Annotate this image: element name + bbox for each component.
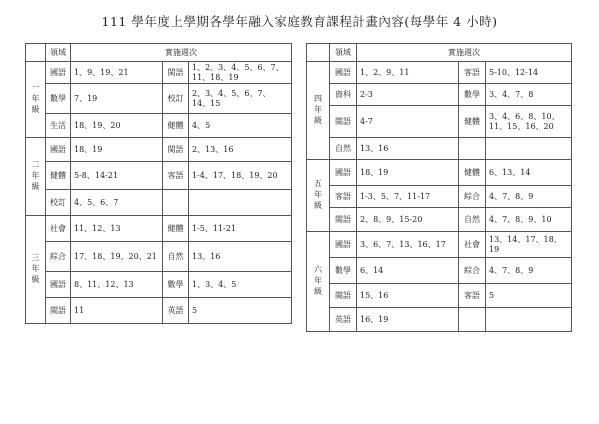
weeks-cell: 6、13、14 xyxy=(486,160,572,186)
subject-cell: 國語 xyxy=(330,62,357,84)
weeks-cell: 3、6、7、13、16、17 xyxy=(357,232,459,258)
weeks-cell: 17、18、19、20、21 xyxy=(71,242,163,272)
grade-3-label: 三 年 級 xyxy=(26,216,46,324)
weeks-cell: 1、3、4、5 xyxy=(189,272,292,298)
subject-cell: 數學 xyxy=(459,84,486,106)
table-row xyxy=(26,242,292,272)
subject-cell: 國語 xyxy=(330,232,357,258)
weeks-cell: 16、19 xyxy=(357,308,459,332)
weeks-cell: 5 xyxy=(486,284,572,308)
subject-cell: 閩語 xyxy=(46,298,71,324)
weeks-cell: 18、19 xyxy=(71,138,163,162)
weeks-cell: 1、2、9、11 xyxy=(357,62,459,84)
table-row xyxy=(26,84,292,114)
subject-cell: 國語 xyxy=(46,62,71,84)
subject-cell: 閩語 xyxy=(163,62,189,84)
grade-4-label: 四 年 級 xyxy=(307,62,330,160)
subject-cell xyxy=(163,190,189,216)
weeks-cell: 4、7、8、9 xyxy=(486,258,572,284)
weeks-cell: 11 xyxy=(71,298,163,324)
subject-cell: 生活 xyxy=(46,114,71,138)
subject-cell: 健體 xyxy=(459,160,486,186)
subject-cell: 健體 xyxy=(163,114,189,138)
page-title: 111 學年度上學期各學年融入家庭教育課程計畫內容(每學年 4 小時) xyxy=(101,14,498,29)
weeks-cell: 1-4、17、18、19、20 xyxy=(189,162,292,190)
weeks-cell: 18、19、20 xyxy=(71,114,163,138)
subject-cell: 社會 xyxy=(46,216,71,242)
table-row xyxy=(307,284,572,308)
subject-cell: 客語 xyxy=(330,186,357,208)
weeks-cell: 2、3、4、5、6、7、14、15 xyxy=(189,84,292,114)
weeks-cell xyxy=(486,138,572,160)
weeks-cell: 5-8、14-21 xyxy=(71,162,163,190)
subject-cell: 客語 xyxy=(163,162,189,190)
subject-cell: 自然 xyxy=(459,208,486,232)
subject-cell: 閩語 xyxy=(330,208,357,232)
table-row xyxy=(26,162,292,190)
subject-cell xyxy=(459,308,486,332)
weeks-cell: 3、4、7、8 xyxy=(486,84,572,106)
table-row xyxy=(307,186,572,208)
subject-cell xyxy=(459,138,486,160)
subject-cell: 客語 xyxy=(459,284,486,308)
table-row xyxy=(26,272,292,298)
weeks-cell: 2、13、16 xyxy=(189,138,292,162)
weeks-cell: 1-3、5、7、11-17 xyxy=(357,186,459,208)
table-row xyxy=(307,160,572,186)
subject-cell: 綜合 xyxy=(459,186,486,208)
grade-6-label: 六 年 級 xyxy=(307,232,330,332)
table-row xyxy=(26,138,292,162)
table-row xyxy=(307,258,572,284)
weeks-cell: 15、16 xyxy=(357,284,459,308)
weeks-cell: 11、12、13 xyxy=(71,216,163,242)
subject-cell: 英語 xyxy=(163,298,189,324)
subject-cell: 校訂 xyxy=(163,84,189,114)
header-weeks: 實施週次 xyxy=(71,44,292,62)
weeks-cell: 5 xyxy=(189,298,292,324)
subject-cell: 校訂 xyxy=(46,190,71,216)
table-row xyxy=(307,208,572,232)
right-schedule-table xyxy=(306,43,572,332)
table-row xyxy=(307,84,572,106)
table-row xyxy=(26,62,292,84)
grade-1-label: 一 年 級 xyxy=(26,62,46,138)
subject-cell: 自然 xyxy=(163,242,189,272)
subject-cell: 數學 xyxy=(330,258,357,284)
subject-cell: 社會 xyxy=(459,232,486,258)
subject-cell: 綜合 xyxy=(459,258,486,284)
subject-cell: 健體 xyxy=(459,106,486,138)
table-row xyxy=(26,216,292,242)
subject-cell: 閩語 xyxy=(330,284,357,308)
subject-cell: 閩語 xyxy=(330,106,357,138)
subject-cell: 閩語 xyxy=(163,138,189,162)
weeks-cell: 8、11、12、13 xyxy=(71,272,163,298)
weeks-cell xyxy=(189,190,292,216)
weeks-cell: 1-5、11-21 xyxy=(189,216,292,242)
header-weeks: 實施週次 xyxy=(357,44,572,62)
weeks-cell: 13、16 xyxy=(357,138,459,160)
table-row xyxy=(26,298,292,324)
subject-cell: 國語 xyxy=(330,160,357,186)
weeks-cell: 2、8、9、15-20 xyxy=(357,208,459,232)
subject-cell: 國語 xyxy=(46,138,71,162)
subject-cell: 綜合 xyxy=(46,242,71,272)
table-header-row xyxy=(307,44,572,62)
table-row xyxy=(307,138,572,160)
left-schedule-table xyxy=(25,43,292,324)
weeks-cell: 4、5、6、7 xyxy=(71,190,163,216)
weeks-cell: 2-3 xyxy=(357,84,459,106)
subject-cell: 健體 xyxy=(46,162,71,190)
subject-cell: 國語 xyxy=(46,272,71,298)
header-domain: 領域 xyxy=(46,44,71,62)
weeks-cell: 5-10、12-14 xyxy=(486,62,572,84)
table-row xyxy=(307,62,572,84)
weeks-cell: 4、7、8、9、10 xyxy=(486,208,572,232)
weeks-cell: 18、19 xyxy=(357,160,459,186)
weeks-cell: 7、19 xyxy=(71,84,163,114)
subject-cell: 英語 xyxy=(330,308,357,332)
table-row xyxy=(307,106,572,138)
weeks-cell: 6、14 xyxy=(357,258,459,284)
weeks-cell: 1、2、3、4、5、6、7、11、18、19 xyxy=(189,62,292,84)
table-row xyxy=(307,232,572,258)
table-header-row xyxy=(26,44,292,62)
weeks-cell: 4-7 xyxy=(357,106,459,138)
subject-cell: 數學 xyxy=(46,84,71,114)
grade-5-label: 五 年 級 xyxy=(307,160,330,232)
grade-2-label: 二 年 級 xyxy=(26,138,46,216)
weeks-cell: 1、9、19、21 xyxy=(71,62,163,84)
subject-cell: 自然 xyxy=(330,138,357,160)
weeks-cell: 4、7、8、9 xyxy=(486,186,572,208)
weeks-cell: 4、5 xyxy=(189,114,292,138)
table-row xyxy=(26,190,292,216)
weeks-cell: 3、4、6、8、10、11、15、16、20 xyxy=(486,106,572,138)
weeks-cell: 13、14、17、18、19 xyxy=(486,232,572,258)
subject-cell: 客語 xyxy=(459,62,486,84)
weeks-cell: 13、16 xyxy=(189,242,292,272)
subject-cell: 健體 xyxy=(163,216,189,242)
weeks-cell xyxy=(486,308,572,332)
subject-cell: 資科 xyxy=(330,84,357,106)
table-row xyxy=(307,308,572,332)
subject-cell: 數學 xyxy=(163,272,189,298)
table-row xyxy=(26,114,292,138)
header-domain: 領域 xyxy=(330,44,357,62)
